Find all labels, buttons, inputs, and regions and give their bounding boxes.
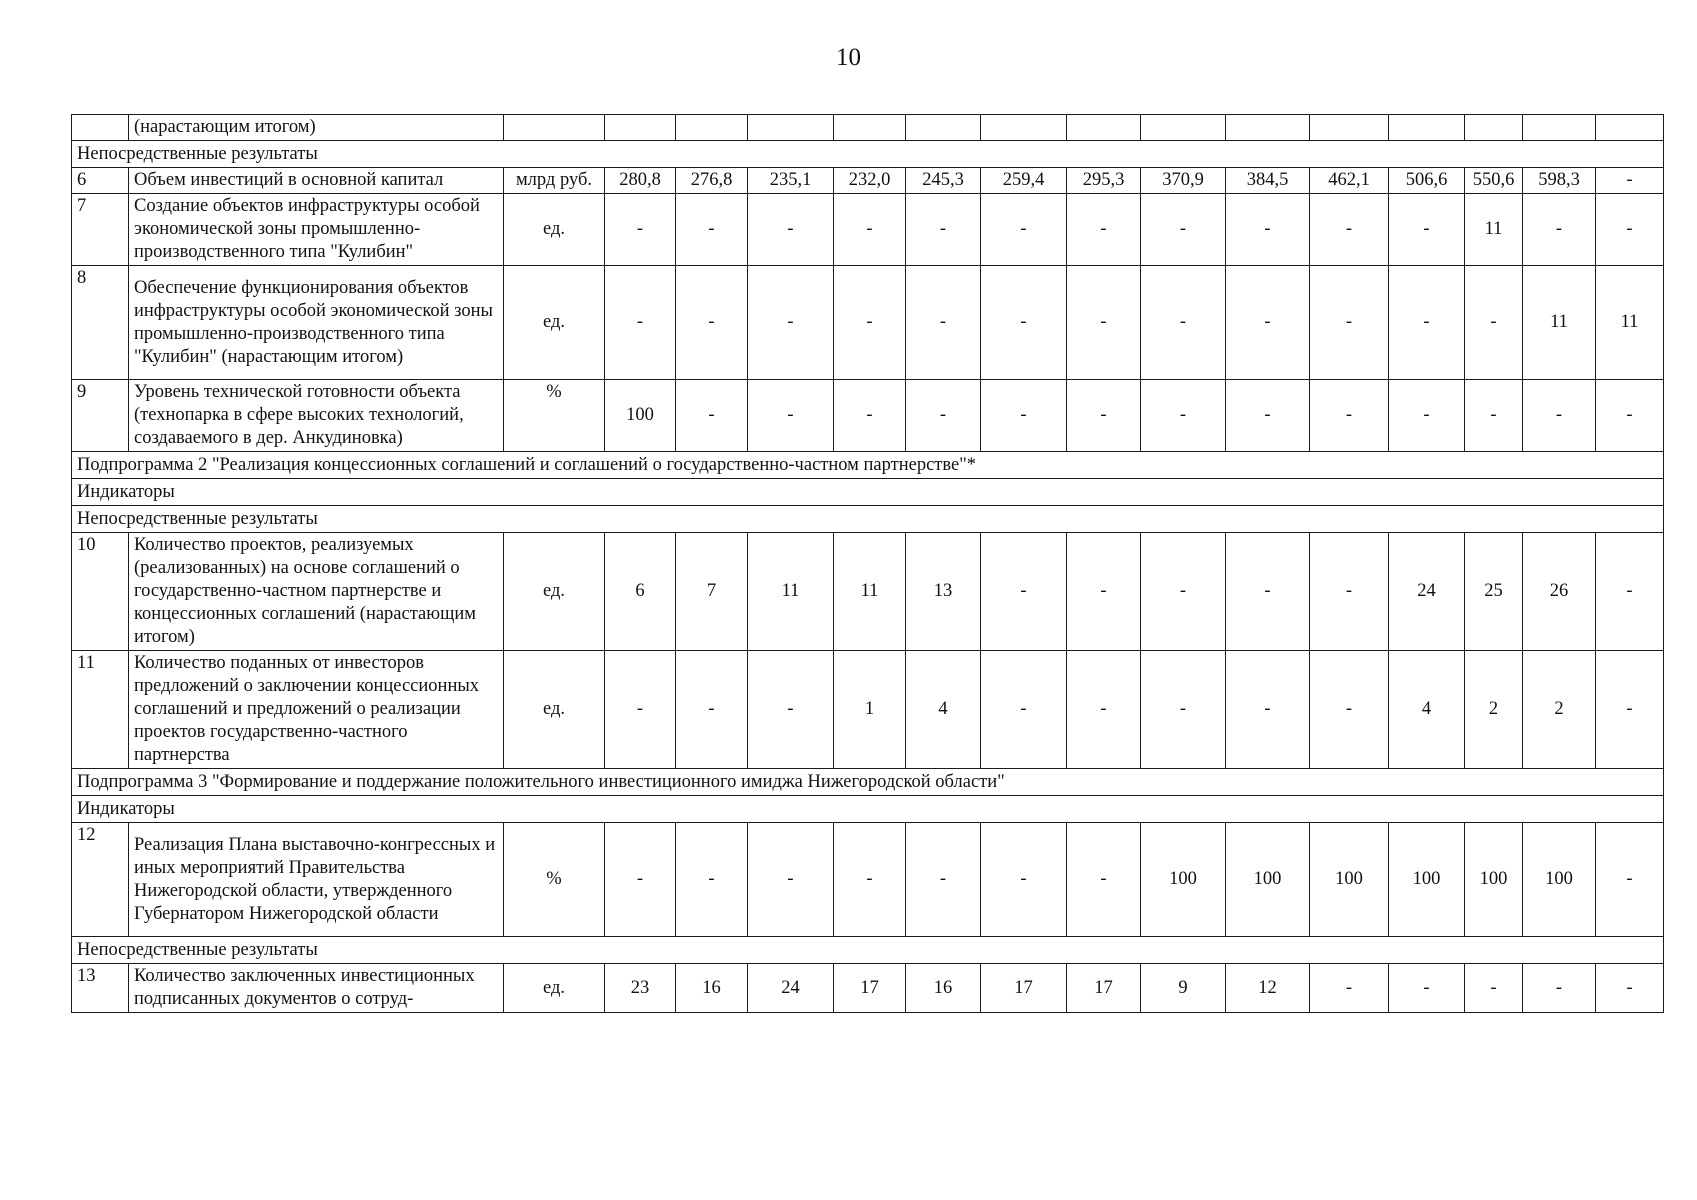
section-title: Подпрограмма 2 "Реализация концессионных соглашений и соглашений о государственно-частном партнерстве"* — [72, 452, 1664, 479]
section-row — [72, 796, 1664, 823]
value-cell: - — [1310, 533, 1389, 651]
section-row — [72, 769, 1664, 796]
value-cell: - — [834, 194, 906, 266]
unit-cell: ед. — [504, 533, 605, 651]
value-cell: 9 — [1141, 964, 1226, 1013]
value-cell: - — [1596, 194, 1664, 266]
value-cell: - — [1141, 266, 1226, 380]
value-cell: 259,4 — [981, 168, 1067, 194]
value-cell: 245,3 — [906, 168, 981, 194]
value-cell: 13 — [906, 533, 981, 651]
row-number: 10 — [72, 533, 129, 651]
section-title: Непосредственные результаты — [72, 141, 1664, 168]
value-cell: - — [676, 380, 748, 452]
table-row — [72, 380, 1664, 452]
value-cell — [834, 115, 906, 141]
value-cell: - — [748, 823, 834, 937]
value-cell: - — [906, 380, 981, 452]
indicator-name: Объем инвестиций в основной капитал — [129, 168, 504, 194]
table-row — [72, 266, 1664, 380]
row-number: 7 — [72, 194, 129, 266]
table-body — [72, 115, 1664, 1013]
value-cell: 11 — [748, 533, 834, 651]
value-cell: - — [676, 823, 748, 937]
value-cell: - — [1389, 266, 1465, 380]
value-cell — [605, 115, 676, 141]
value-cell: 24 — [748, 964, 834, 1013]
value-cell — [906, 115, 981, 141]
value-cell: 506,6 — [1389, 168, 1465, 194]
unit-cell: ед. — [504, 964, 605, 1013]
value-cell: - — [1067, 823, 1141, 937]
value-cell: - — [906, 266, 981, 380]
value-cell: 295,3 — [1067, 168, 1141, 194]
value-cell — [1465, 115, 1523, 141]
value-cell: 4 — [1389, 651, 1465, 769]
value-cell: - — [748, 380, 834, 452]
value-cell: 276,8 — [676, 168, 748, 194]
table-row — [72, 168, 1664, 194]
table-row — [72, 823, 1664, 937]
unit-cell: млрд руб. — [504, 168, 605, 194]
value-cell: - — [1067, 266, 1141, 380]
value-cell: - — [1465, 380, 1523, 452]
value-cell — [981, 115, 1067, 141]
value-cell: 11 — [1465, 194, 1523, 266]
value-cell: 280,8 — [605, 168, 676, 194]
value-cell: - — [1226, 194, 1310, 266]
value-cell: - — [981, 194, 1067, 266]
indicator-name: Количество поданных от инвесторов предложений о заключении концессионных соглашений и предложений о реализации проектов государственно-частного партнерства — [129, 651, 504, 769]
value-cell: - — [1141, 533, 1226, 651]
value-cell: 235,1 — [748, 168, 834, 194]
value-cell: - — [676, 266, 748, 380]
value-cell: - — [1389, 964, 1465, 1013]
value-cell: 100 — [1310, 823, 1389, 937]
value-cell — [1523, 115, 1596, 141]
indicator-name: Реализация Плана выставочно-конгрессных и иных мероприятий Правительства Нижегородской области, утвержденного Губернатором Нижегородской области — [129, 823, 504, 937]
value-cell: - — [1067, 194, 1141, 266]
indicator-name: Обеспечение функционирования объектов инфраструктуры особой экономической зоны промышленно-производственного типа "Кулибин" (нарастающим итогом) — [129, 266, 504, 380]
value-cell: - — [1226, 651, 1310, 769]
table-row — [72, 194, 1664, 266]
value-cell: - — [1465, 964, 1523, 1013]
value-cell: - — [676, 194, 748, 266]
value-cell: 384,5 — [1226, 168, 1310, 194]
value-cell: 598,3 — [1523, 168, 1596, 194]
value-cell: 11 — [834, 533, 906, 651]
value-cell — [1389, 115, 1465, 141]
row-number — [72, 115, 129, 141]
value-cell: - — [834, 266, 906, 380]
indicator-name: Количество заключенных инвестиционных подписанных документов о сотруд- — [129, 964, 504, 1013]
section-row — [72, 479, 1664, 506]
table-row — [72, 651, 1664, 769]
value-cell: 4 — [906, 651, 981, 769]
value-cell: - — [834, 380, 906, 452]
value-cell: - — [1596, 168, 1664, 194]
value-cell: - — [605, 194, 676, 266]
value-cell: - — [906, 823, 981, 937]
value-cell: - — [1596, 380, 1664, 452]
value-cell: - — [1226, 266, 1310, 380]
value-cell: 17 — [834, 964, 906, 1013]
value-cell: - — [1310, 266, 1389, 380]
value-cell: 16 — [676, 964, 748, 1013]
value-cell: - — [605, 651, 676, 769]
row-number: 6 — [72, 168, 129, 194]
table-row — [72, 964, 1664, 1013]
indicator-name: (нарастающим итогом) — [129, 115, 504, 141]
section-title: Непосредственные результаты — [72, 937, 1664, 964]
value-cell: 11 — [1596, 266, 1664, 380]
value-cell: - — [1067, 651, 1141, 769]
value-cell — [748, 115, 834, 141]
value-cell: 12 — [1226, 964, 1310, 1013]
value-cell: - — [981, 266, 1067, 380]
value-cell: 6 — [605, 533, 676, 651]
value-cell: - — [1141, 194, 1226, 266]
value-cell: - — [1310, 194, 1389, 266]
value-cell: 100 — [1389, 823, 1465, 937]
section-title: Индикаторы — [72, 796, 1664, 823]
value-cell: - — [834, 823, 906, 937]
unit-cell — [504, 115, 605, 141]
value-cell: - — [605, 266, 676, 380]
value-cell — [676, 115, 748, 141]
value-cell: - — [605, 823, 676, 937]
value-cell: - — [1310, 651, 1389, 769]
section-title: Непосредственные результаты — [72, 506, 1664, 533]
value-cell: - — [1067, 380, 1141, 452]
value-cell — [1141, 115, 1226, 141]
section-title: Индикаторы — [72, 479, 1664, 506]
value-cell: 100 — [1465, 823, 1523, 937]
value-cell: 462,1 — [1310, 168, 1389, 194]
unit-cell: ед. — [504, 651, 605, 769]
value-cell — [1226, 115, 1310, 141]
value-cell: - — [981, 651, 1067, 769]
indicator-name: Уровень технической готовности объекта (технопарка в сфере высоких технологий, создаваемого в дер. Анкудиновка) — [129, 380, 504, 452]
value-cell: - — [1310, 380, 1389, 452]
value-cell: - — [981, 380, 1067, 452]
unit-cell: ед. — [504, 194, 605, 266]
section-row — [72, 141, 1664, 168]
section-row — [72, 937, 1664, 964]
value-cell: 100 — [1226, 823, 1310, 937]
value-cell: - — [748, 266, 834, 380]
value-cell: 11 — [1523, 266, 1596, 380]
value-cell: - — [1389, 194, 1465, 266]
row-number: 13 — [72, 964, 129, 1013]
row-number: 11 — [72, 651, 129, 769]
value-cell: - — [1596, 533, 1664, 651]
value-cell: - — [1596, 823, 1664, 937]
value-cell: - — [1596, 651, 1664, 769]
value-cell: 370,9 — [1141, 168, 1226, 194]
value-cell: - — [906, 194, 981, 266]
section-title: Подпрограмма 3 "Формирование и поддержание положительного инвестиционного имиджа Нижегородской области" — [72, 769, 1664, 796]
table-row — [72, 115, 1664, 141]
value-cell — [1596, 115, 1664, 141]
row-number: 9 — [72, 380, 129, 452]
value-cell: - — [1465, 266, 1523, 380]
value-cell: - — [1523, 380, 1596, 452]
unit-cell: % — [504, 823, 605, 937]
value-cell: 7 — [676, 533, 748, 651]
value-cell: 17 — [981, 964, 1067, 1013]
value-cell: 232,0 — [834, 168, 906, 194]
value-cell — [1310, 115, 1389, 141]
value-cell: - — [1226, 380, 1310, 452]
value-cell: - — [748, 194, 834, 266]
value-cell: - — [981, 533, 1067, 651]
value-cell: - — [1226, 533, 1310, 651]
value-cell: 24 — [1389, 533, 1465, 651]
value-cell: - — [1310, 964, 1389, 1013]
row-number: 12 — [72, 823, 129, 937]
indicator-name: Количество проектов, реализуемых (реализованных) на основе соглашений о государственно-частном партнерстве и концессионных соглашений (нарастающим итогом) — [129, 533, 504, 651]
value-cell: 2 — [1523, 651, 1596, 769]
value-cell: 2 — [1465, 651, 1523, 769]
value-cell: 100 — [1141, 823, 1226, 937]
unit-cell: ед. — [504, 266, 605, 380]
value-cell — [1067, 115, 1141, 141]
value-cell: 16 — [906, 964, 981, 1013]
value-cell: 26 — [1523, 533, 1596, 651]
value-cell: - — [1596, 964, 1664, 1013]
indicators-table — [71, 114, 1664, 1013]
section-row — [72, 506, 1664, 533]
value-cell: - — [748, 651, 834, 769]
value-cell: - — [1523, 194, 1596, 266]
value-cell: - — [1523, 964, 1596, 1013]
row-number: 8 — [72, 266, 129, 380]
value-cell: - — [981, 823, 1067, 937]
indicator-name: Создание объектов инфраструктуры особой экономической зоны промышленно-производственного типа "Кулибин" — [129, 194, 504, 266]
value-cell: - — [1141, 651, 1226, 769]
value-cell: 100 — [605, 380, 676, 452]
value-cell: 17 — [1067, 964, 1141, 1013]
table-row — [72, 533, 1664, 651]
value-cell: 1 — [834, 651, 906, 769]
value-cell: - — [1141, 380, 1226, 452]
value-cell: - — [676, 651, 748, 769]
section-row — [72, 452, 1664, 479]
value-cell: - — [1389, 380, 1465, 452]
value-cell: 550,6 — [1465, 168, 1523, 194]
value-cell: 23 — [605, 964, 676, 1013]
page-number: 10 — [836, 44, 861, 71]
value-cell: 25 — [1465, 533, 1523, 651]
value-cell: - — [1067, 533, 1141, 651]
unit-cell: % — [504, 380, 605, 452]
value-cell: 100 — [1523, 823, 1596, 937]
